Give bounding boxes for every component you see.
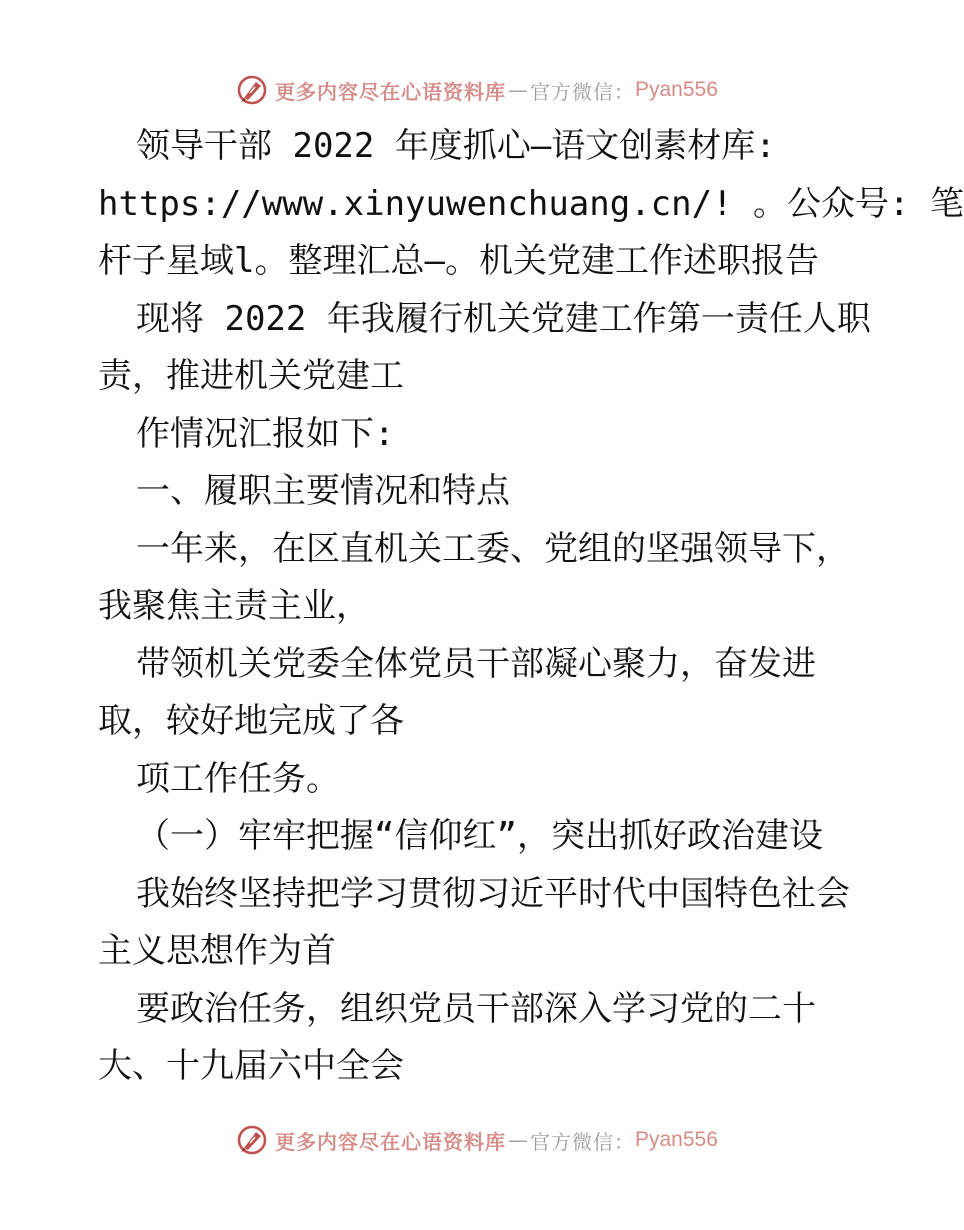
separator-dash: — [508,1128,528,1152]
text-line: 我聚焦主责主业， [98,586,370,626]
text-line: 主义思想作为首 [98,931,336,971]
text-line: 责，推进机关党建工 [98,356,404,396]
text-line: 作情况汇报如下: [136,413,395,454]
footer-banner [235,1120,718,1160]
text-line: 取，较好地完成了各 [98,701,404,741]
brand-name: 更多内容尽在心语资料库 [275,79,506,104]
text-line: 大、十九届六中全会 [98,1046,404,1086]
text-line: 领导干部 2022 年度抓心—语文创素材库: [136,126,776,166]
text-line: 现将 2022 年我履行机关党建工作第一责任人职 [136,298,871,339]
text-line: https://www.xinyuwenchuang.cn/! 。公众号: 笔 [98,183,964,224]
contact-id: Pyan556 [635,78,718,101]
separator-dash: — [508,78,528,102]
text-line: 要政治任务，组织党员干部深入学习党的二十 [136,988,816,1029]
document-body [98,118,964,1096]
contact-label: 官方微信： [530,1129,635,1154]
pen-nib-icon [235,1123,269,1157]
header-banner [235,70,718,110]
text-line: 杆子星域l。整理汇总—。机关党建工作述职报告 [98,241,819,281]
contact-id: Pyan556 [635,1128,718,1151]
contact-label: 官方微信： [530,79,635,104]
text-line: 我始终坚持把学习贯彻习近平时代中国特色社会 [136,873,850,914]
text-line: 一年来，在区直机关工委、党组的坚强领导下， [136,528,850,569]
text-line: 项工作任务。 [136,758,340,799]
text-line: 带领机关党委全体党员干部凝心聚力，奋发进 [136,643,816,684]
brand-name: 更多内容尽在心语资料库 [275,1129,506,1154]
pen-nib-icon [235,73,269,107]
section-heading: 一、履职主要情况和特点 [136,471,510,511]
subsection-heading: （一）牢牢把握“信仰红”，突出抓好政治建设 [136,816,823,856]
